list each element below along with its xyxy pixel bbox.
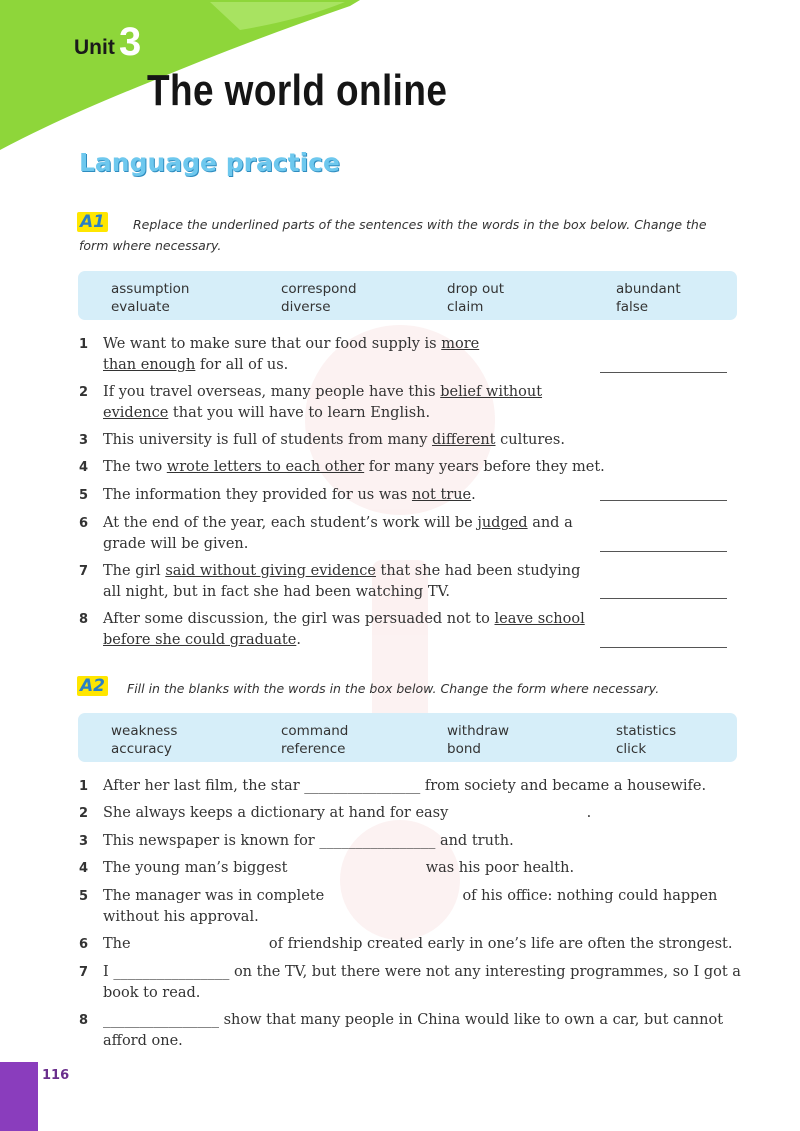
a2-sentence-line: The of friendship created early in one’s life are often the strongest.	[103, 936, 733, 952]
a1-badge: A1	[77, 212, 108, 232]
a2-sentence-line: She always keeps a dictionary at hand for easy .	[103, 805, 592, 821]
a1-item-number: 3	[79, 433, 89, 448]
a1-item-number: 4	[79, 460, 89, 475]
answer-blank[interactable]	[600, 551, 727, 552]
answer-blank[interactable]	[600, 500, 727, 501]
a1-sentence-line: The girl said without giving evidence that she had been studying	[103, 563, 581, 579]
a2-sentence-line: without his approval.	[103, 909, 259, 925]
a1-sentence-line: grade will be given.	[103, 536, 249, 552]
a1-sentence-line: all night, but in fact she had been watching TV.	[103, 584, 451, 600]
unit-number: 3	[119, 20, 142, 64]
a1-sentence-line: evidence that you will have to learn English.	[103, 405, 431, 421]
page-number: 116	[42, 1068, 70, 1083]
a2-sentence-line: The manager was in complete of his office: nothing could happen	[103, 888, 718, 904]
a1-item-number: 2	[79, 385, 89, 400]
a1-sentence-line: This university is full of students from many different cultures.	[103, 432, 565, 448]
a1-word: correspond	[281, 281, 357, 297]
a2-word: accuracy	[111, 741, 172, 757]
a2-sentence-line: The young man’s biggest was his poor health.	[103, 860, 575, 876]
a2-instruction: Fill in the blanks with the words in the box below. Change the form where necessary.	[127, 681, 660, 696]
a1-word: evaluate	[111, 299, 170, 315]
a2-word: click	[616, 741, 647, 757]
a1-sentence-line: After some discussion, the girl was persuaded not to leave school	[103, 611, 585, 627]
underlined-phrase: wrote letters to each other	[166, 459, 365, 475]
underlined-phrase: leave school	[494, 611, 585, 627]
a2-sentence-line: After her last film, the star ________________ from society and became a housewife.	[103, 778, 707, 794]
a2-word: bond	[447, 741, 481, 757]
a1-sentence-line: before she could graduate.	[103, 632, 301, 648]
a2-item-number: 4	[79, 861, 89, 876]
answer-blank[interactable]	[600, 598, 727, 599]
a1-word: false	[616, 299, 649, 315]
answer-blank[interactable]	[600, 372, 727, 373]
underlined-phrase: before she could graduate	[103, 632, 297, 648]
underlined-phrase: judged	[477, 515, 528, 531]
a2-item-number: 2	[79, 806, 89, 821]
a2-item-number: 7	[79, 965, 89, 980]
a1-instruction-line2: form where necessary.	[79, 238, 222, 253]
a1-sentence-line: The two wrote letters to each other for many years before they met.	[103, 459, 605, 475]
a2-sentence-line: book to read.	[103, 985, 201, 1001]
unit-title: The world online	[147, 66, 448, 115]
a2-word: reference	[281, 741, 346, 757]
a2-word: withdraw	[447, 723, 510, 739]
a2-badge: A2	[77, 676, 108, 696]
a1-sentence-line: We want to make sure that our food supply is more	[103, 336, 480, 352]
underlined-phrase: said without giving evidence	[165, 563, 376, 579]
a2-item-number: 3	[79, 834, 89, 849]
a2-word: weakness	[111, 723, 178, 739]
a2-sentence-line: I ________________ on the TV, but there were not any interesting programmes, so I got a	[103, 964, 741, 980]
a1-sentence-line: The information they provided for us was not true.	[103, 487, 476, 503]
a2-item-number: 8	[79, 1013, 89, 1028]
underlined-phrase: than enough	[103, 357, 196, 373]
answer-blank[interactable]	[600, 647, 727, 648]
a1-instruction-line1: Replace the underlined parts of the sentences with the words in the box below. Change the	[133, 217, 707, 232]
a1-item-number: 1	[79, 337, 89, 352]
a2-sentence-line: This newspaper is known for ________________ and truth.	[103, 833, 514, 849]
a1-sentence-line: At the end of the year, each student’s work will be judged and a	[103, 515, 573, 531]
a2-sentence-line: afford one.	[103, 1033, 183, 1049]
section-title: Language practice	[79, 148, 340, 177]
a1-sentence-line: If you travel overseas, many people have this belief without	[103, 384, 543, 400]
page-tab	[0, 1062, 38, 1131]
a1-word: claim	[447, 299, 484, 315]
underlined-phrase: not true	[411, 487, 472, 503]
a1-word: diverse	[281, 299, 331, 315]
underlined-phrase: more	[441, 336, 480, 352]
a1-item-number: 5	[79, 488, 89, 503]
a2-word: command	[281, 723, 349, 739]
underlined-phrase: different	[432, 432, 496, 448]
a2-item-number: 1	[79, 779, 89, 794]
a2-word: statistics	[616, 723, 677, 739]
a1-word: assumption	[111, 281, 190, 297]
a1-item-number: 8	[79, 612, 89, 627]
a2-item-number: 6	[79, 937, 89, 952]
unit-label: Unit	[74, 36, 115, 59]
underlined-phrase: evidence	[103, 405, 169, 421]
a1-word: abundant	[616, 281, 681, 297]
a1-item-number: 6	[79, 516, 89, 531]
a1-item-number: 7	[79, 564, 89, 579]
a1-sentence-line: than enough for all of us.	[103, 357, 289, 373]
underlined-phrase: belief without	[440, 384, 543, 400]
a2-item-number: 5	[79, 889, 89, 904]
a2-sentence-line: ________________ show that many people in China would like to own a car, but cannot	[103, 1012, 724, 1028]
a1-word: drop out	[447, 281, 505, 297]
